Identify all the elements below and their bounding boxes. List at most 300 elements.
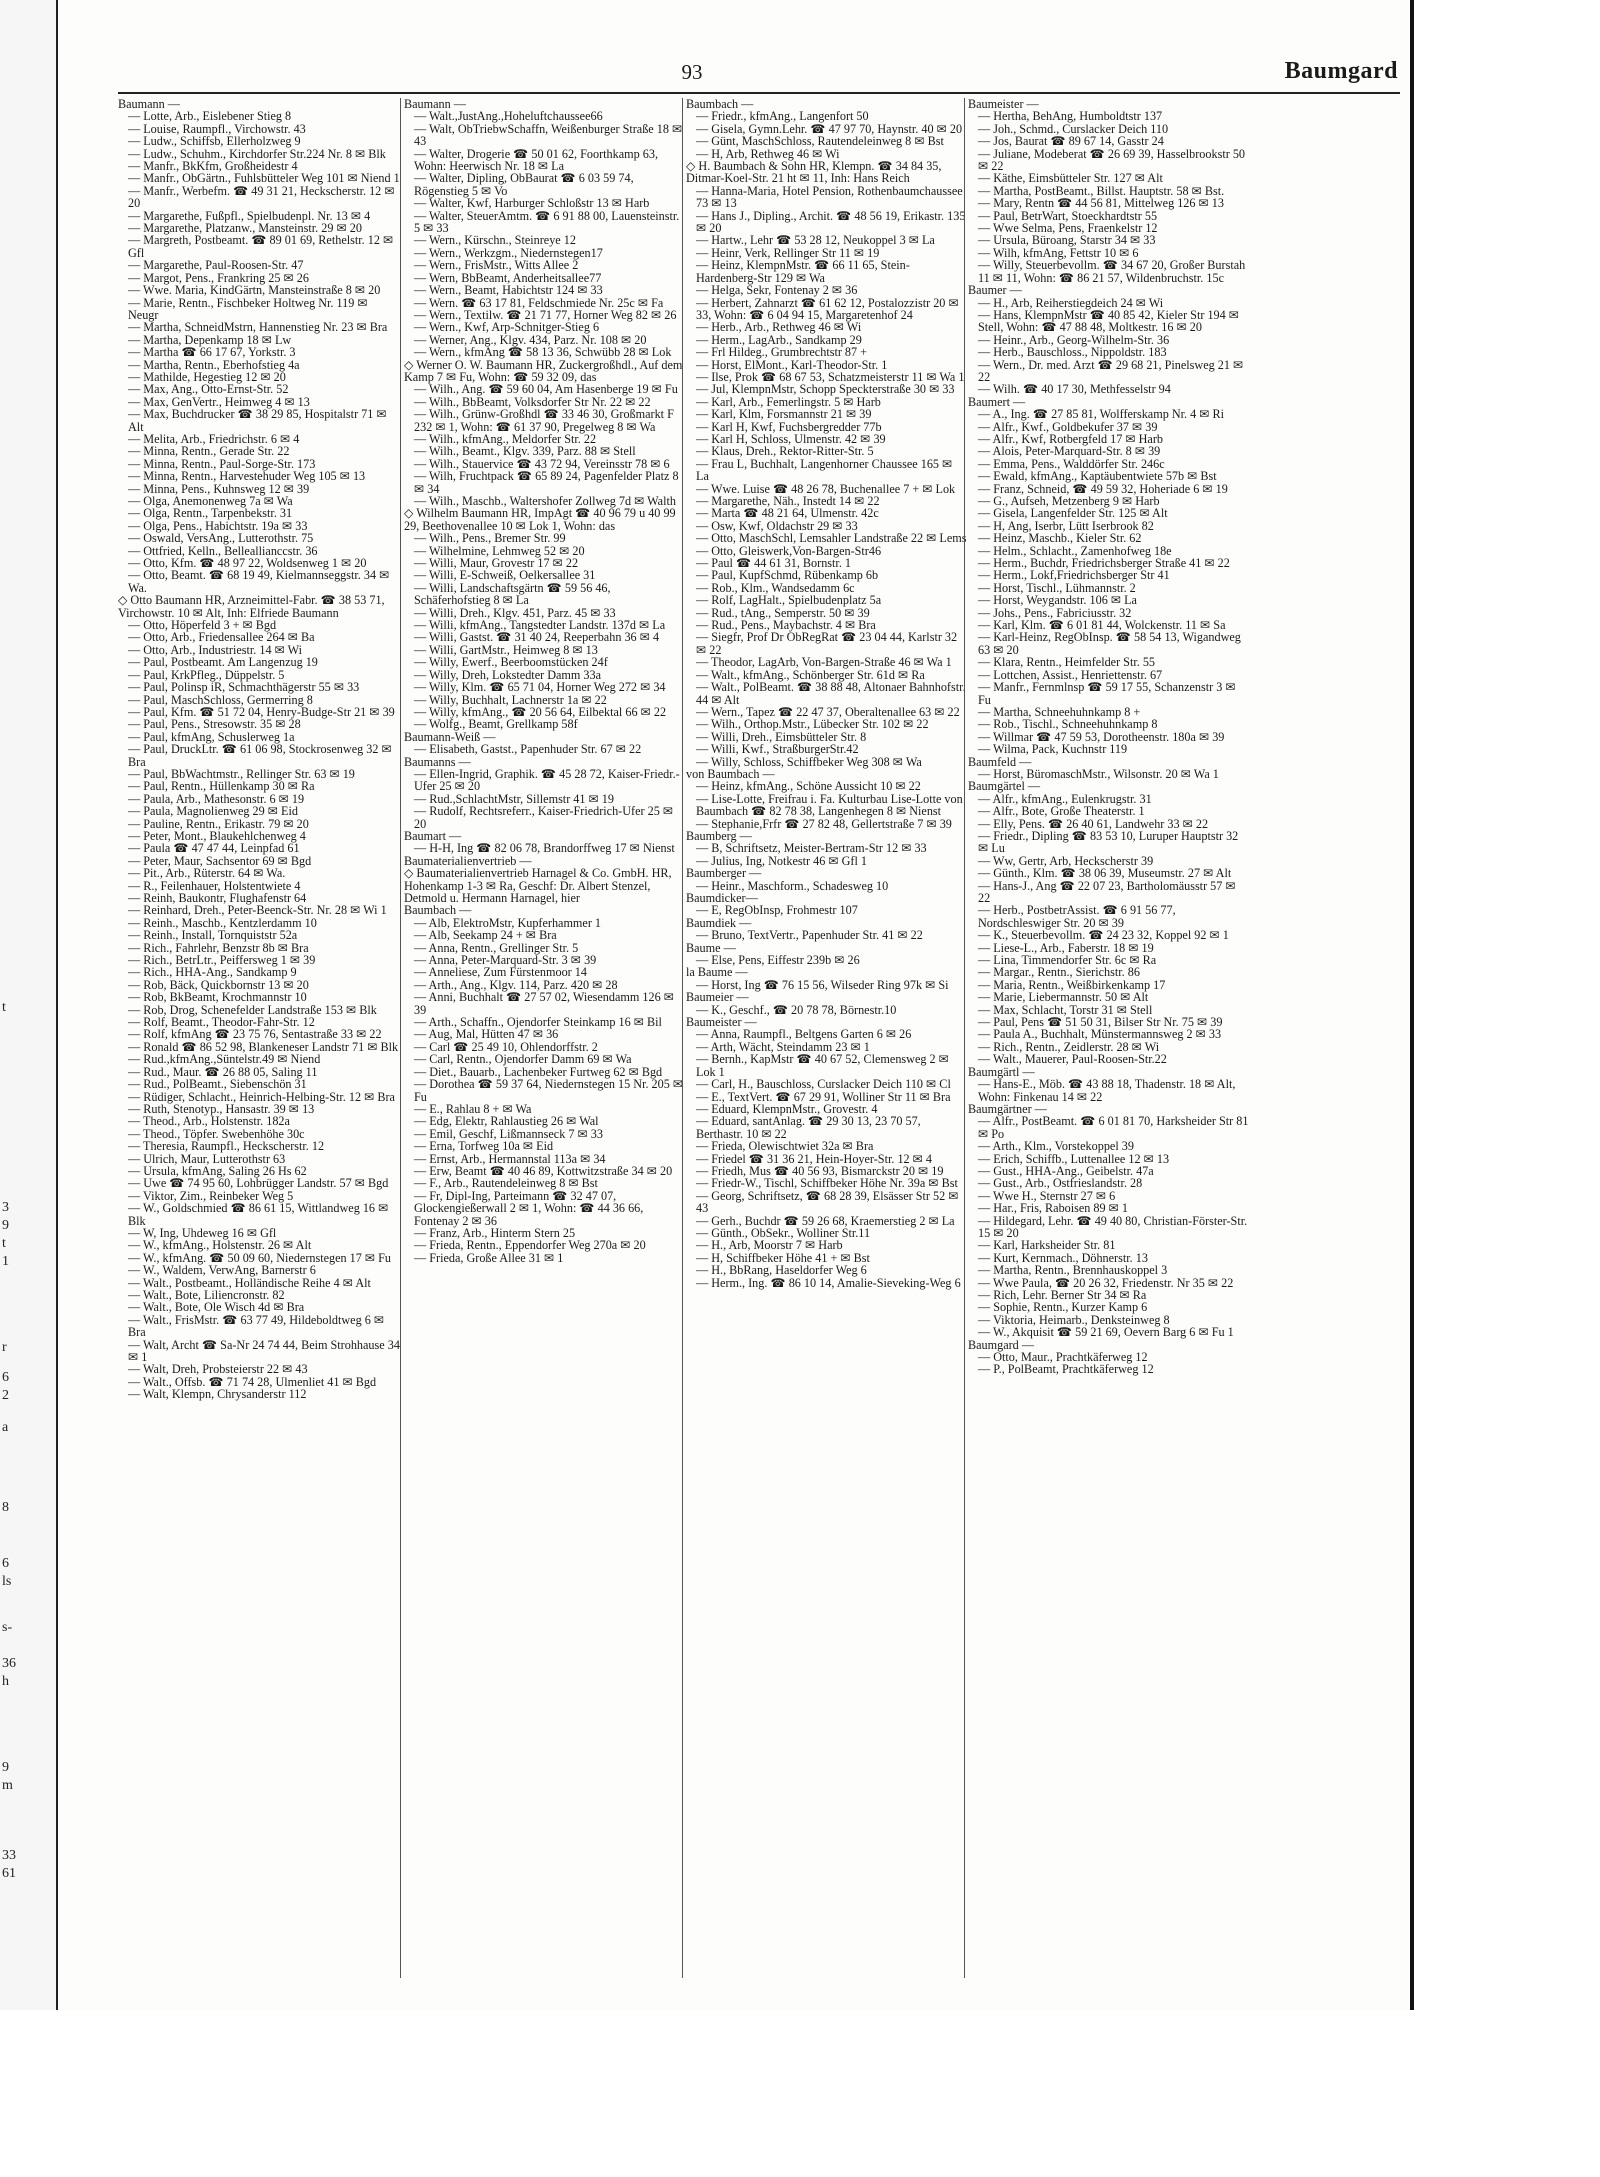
directory-entry: — Ursula, kfmAng, Saling 26 Hs 62 xyxy=(128,1163,307,1178)
directory-entry: — Wilh., Stauervice ☎ 43 72 94, Vereinsstr 78 ✉ 6 xyxy=(414,456,670,471)
directory-entry: — Margar., Rentn., Sierichstr. 86 xyxy=(978,965,1140,980)
directory-entry: Baumberg — xyxy=(686,828,752,843)
directory-entry: — Arth., Klm., Vorstekoppel 39 xyxy=(978,1139,1134,1154)
directory-entry: — Mary, Rentn ☎ 44 56 81, Mittelweg 126 ✉ 13 xyxy=(978,196,1224,211)
directory-entry: — Walt., Offsb. ☎ 71 74 28, Ulmenliet 41 ✉ Bgd xyxy=(128,1374,377,1389)
directory-entry: — Paul, KupfSchmd, Rübenkamp 6b xyxy=(696,568,879,583)
directory-entry: — Gisela, Gymn.Lehr. ☎ 47 97 70, Haynstr. 40 ✉ 20 xyxy=(696,121,963,136)
running-head: Baumgard xyxy=(1284,58,1398,84)
gutter-fragment: t xyxy=(2,1236,6,1251)
directory-entry: — Paul, DruckLtr. ☎ 61 06 98, Stockrosenweg 32 ✉ Bra xyxy=(128,742,392,769)
directory-entry: — Dorothea ☎ 59 37 64, Niedernstegen 15 Nr. 205 ✉ Fu xyxy=(414,1077,684,1104)
directory-entry: — Wilma, Pack, Kuchnstr 119 xyxy=(978,742,1128,757)
directory-entry: — Carl ☎ 25 49 10, Ohlendorffstr. 2 xyxy=(414,1039,598,1054)
directory-entry: — Walt, Archt ☎ Sa-Nr 24 74 44, Beim Strohhause 34 ✉ 1 xyxy=(128,1337,400,1365)
directory-entry: — Carl, Rentn., Ojendorfer Damm 69 ✉ Wa xyxy=(414,1052,632,1067)
directory-entry: — Friedr., kfmAng., Langenfort 50 xyxy=(696,109,869,124)
directory-entry: Baumdicker— xyxy=(686,891,758,905)
directory-entry: — H, Schiffbeker Höhe 41 + ✉ Bst xyxy=(696,1250,870,1265)
directory-entry: — Rud., PolBeamt., Siebenschön 31 xyxy=(128,1077,307,1092)
directory-entry: — Martha, PostBeamt., Billst. Hauptstr. 58 ✉ Bst. xyxy=(978,183,1225,198)
directory-entry: — Oswald, VersAng., Lutterothstr. 75 xyxy=(128,531,314,546)
directory-entry: — Walt, ObTriebwSchaffn, Weißenburger Straße 18 ✉ 43 xyxy=(414,121,683,149)
directory-entry: Baumann — xyxy=(404,98,466,111)
directory-entry: — Lise-Lotte, Freifrau i. Fa. Kulturbau Lise-Lotte von Baumbach ☎ 82 78 38, Langenhegen 8 ✉ Nienst xyxy=(696,791,963,819)
directory-entry: — Carl, H., Bauschloss, Curslacker Deich 110 ✉ Cl xyxy=(696,1077,951,1092)
directory-entry: — Willi, Kwf., StraßburgerStr.42 xyxy=(696,742,859,757)
directory-entry: — Klaus, Dreh., Rektor-Ritter-Str. 5 xyxy=(696,444,874,459)
directory-entry: — Liese-L., Arb., Faberstr. 18 ✉ 19 xyxy=(978,940,1154,955)
directory-entry: — Hartw., Lehr ☎ 53 28 12, Neukoppel 3 ✉ La xyxy=(696,233,935,248)
directory-entry: — Horst, BüromaschMstr., Wilsonstr. 20 ✉ Wa 1 xyxy=(978,766,1219,781)
directory-entry: — Wilh., kfmAng., Meldorfer Str. 22 xyxy=(414,431,597,446)
directory-entry: — Paul, BetrWart, Stoeckhardtstr 55 xyxy=(978,208,1158,223)
directory-entry: — Rud.,kfmAng.,Süntelstr.49 ✉ Niend xyxy=(128,1052,321,1067)
directory-entry: — Eduard, santAnlag. ☎ 29 30 13, 23 70 57, Berthastr. 10 ✉ 22 xyxy=(696,1114,921,1141)
directory-entry: — Karl, Klm. ☎ 6 01 81 44, Wolckenstr. 11 ✉ Sa xyxy=(978,618,1226,633)
directory-entry: — Emil, Geschf, Lißmannseck 7 ✉ 33 xyxy=(414,1126,603,1141)
directory-entry: — Ludw., Schiffsb, Ellerholzweg 9 xyxy=(128,134,301,149)
directory-entry: — Emma, Pens., Walddörfer Str. 246c xyxy=(978,456,1165,471)
directory-entry: — K., Steuerbevollm. ☎ 24 23 32, Koppel 92 ✉ 1 xyxy=(978,928,1229,943)
directory-entry: — H, Arb, Rethweg 46 ✉ Wi xyxy=(696,146,840,161)
gutter-fragment: r xyxy=(2,1340,7,1355)
directory-entry: — Margarethe, Näh., Instedt 14 ✉ 22 xyxy=(696,494,880,508)
directory-entry: — Willmar ☎ 47 59 53, Dorotheenstr. 180a ✉ 39 xyxy=(978,729,1225,744)
directory-entry: Baumeier — xyxy=(686,990,749,1005)
directory-entry: — A., Ing. ☎ 27 85 81, Wolfferskamp Nr. 4 ✉ Ri xyxy=(978,407,1225,422)
directory-entry: — Wwe H., Sternstr 27 ✉ 6 xyxy=(978,1188,1116,1203)
directory-entry: — Margarethe, Paul-Roosen-Str. 47 xyxy=(128,258,304,273)
directory-entry: Baumgard — xyxy=(968,1337,1035,1352)
directory-entry: — Rich, Lehr. Berner Str 34 ✉ Ra xyxy=(978,1288,1147,1302)
directory-entry: — Friedh, Mus ☎ 40 56 93, Bismarckstr 20 ✉ 19 xyxy=(696,1163,944,1178)
directory-entry: — Hans-J., Ang ☎ 22 07 23, Bartholomäusstr 57 ✉ 22 xyxy=(978,878,1236,905)
directory-entry: ◇ Otto Baumann HR, Arzneimittel-Fabr. ☎ 38 53 71, Virchowstr. 10 ✉ Alt, Inh: Elfriede Baumann xyxy=(118,593,385,620)
directory-entry: — Horst, ElMont., Karl-Theodor-Str. 1 xyxy=(696,357,888,372)
directory-entry: — Jos, Baurat ☎ 89 67 14, Gasstr 24 xyxy=(978,134,1164,149)
directory-entry: — Jul, KlempnMstr, Schopp Speckterstraße 30 ✉ 33 xyxy=(696,382,955,397)
directory-entry: — W., Goldschmied ☎ 86 61 15, Wittlandweg 16 ✉ Blk xyxy=(128,1201,389,1228)
directory-entry: — Paula ☎ 47 47 44, Leinpfad 61 xyxy=(128,841,300,856)
directory-entry: — Ursula, Büroang, Starstr 34 ✉ 33 xyxy=(978,233,1156,248)
directory-entry: — Willy, Ewerf., Beerboomstücken 24f xyxy=(414,655,608,670)
directory-entry: — Anna, Rentn., Grellinger Str. 5 xyxy=(414,940,579,955)
directory-entry: — Osw, Kwf, Oldachstr 29 ✉ 33 xyxy=(696,518,858,533)
directory-entry: — Willi, GartMstr., Heimweg 8 ✉ 13 xyxy=(414,642,598,657)
directory-entry: — Paul, kfmAng, Schuslerweg 1a xyxy=(128,729,295,744)
directory-entry: — Helm., Schlacht., Zamenhofweg 18e xyxy=(978,543,1172,558)
directory-entry: — Rob, BkBeamt, Krochmannstr 10 xyxy=(128,990,307,1005)
directory-entry: Baumbach — xyxy=(404,903,472,918)
directory-entry: — G., Aufseh, Metzenberg 9 ✉ Harb xyxy=(978,494,1160,508)
directory-entry: — Wern., Kürschn., Steinreye 12 xyxy=(414,233,576,248)
directory-entry: — Rudolf, Rechtsreferr., Kaiser-Friedrich-Ufer 25 ✉ 20 xyxy=(414,804,674,831)
directory-entry: — Rolf, Beamt., Theodor-Fahr-Str. 12 xyxy=(128,1015,315,1030)
directory-entry: — Anni, Buchhalt ☎ 27 57 02, Wiesendamm 126 ✉ 39 xyxy=(414,990,674,1017)
directory-entry: — Karl H, Schloss, Ulmenstr. 42 ✉ 39 xyxy=(696,431,886,446)
directory-entry: von Baumbach — xyxy=(686,766,775,781)
directory-entry: — Theodor, LagArb, Von-Bargen-Straße 46 ✉ Wa 1 xyxy=(696,655,952,670)
directory-entry: — Hertha, BehAng, Humboldtstr 137 xyxy=(978,109,1163,124)
directory-entry: — Otto, MaschSchl, Lemsahler Landstraße 22 ✉ Lems xyxy=(696,531,967,546)
directory-entry: — Alfr., Kwf., Goldbekufer 37 ✉ 39 xyxy=(978,419,1158,434)
directory-entry: — Heinr., Arb., Georg-Wilhelm-Str. 36 xyxy=(978,332,1170,347)
directory-entry: — Heinz, kfmAng., Schöne Aussicht 10 ✉ 22 xyxy=(696,779,921,794)
directory-entry: — Alfr., Bote, Große Theaterstr. 1 xyxy=(978,804,1145,819)
directory-entry: — Max, GenVertr., Heimweg 4 ✉ 13 xyxy=(128,394,310,409)
directory-entry: — Julius, Ing, Notkestr 46 ✉ Gfl 1 xyxy=(696,853,868,868)
directory-entry: — Marta ☎ 48 21 64, Ulmenstr. 42c xyxy=(696,506,879,521)
directory-entry: — Wilh., BbBeamt, Volksdorfer Str Nr. 22 ✉ 22 xyxy=(414,394,651,409)
directory-entry: — Olga, Anemonenweg 7a ✉ Wa xyxy=(128,494,293,508)
directory-entry: — Margreth, Postbeamt. ☎ 89 01 69, Rethelstr. 12 ✉ Gfl xyxy=(128,233,394,260)
directory-entry: — Ernst, Arb., Hermannstal 113a ✉ 34 xyxy=(414,1151,606,1166)
directory-entry: — Margarethe, Platzanw., Mansteinstr. 29 ✉ 20 xyxy=(128,221,362,236)
directory-entry: — Alb, ElektroMstr, Kupferhammer 1 xyxy=(414,915,602,930)
directory-entry: — Theod., Arb., Holstenstr. 182a xyxy=(128,1114,290,1129)
directory-entry: — Minna, Rentn., Harvestehuder Weg 105 ✉ 13 xyxy=(128,469,366,484)
directory-entry: — Martha, Depenkamp 18 ✉ Lw xyxy=(128,332,292,347)
directory-entry: — Otto, Höperfeld 3 + ✉ Bgd xyxy=(128,618,277,633)
directory-entry: ◇ Baumaterialienvertrieb Harnagel & Co. GmbH. HR, Hohenkamp 1-3 ✉ Ra, Geschf: Dr. Albert Stenzel, Detmold u. Hermann Harnagel, hier xyxy=(404,866,672,905)
directory-entry: — Walter, Dipling, ObBaurat ☎ 6 03 59 74, Rögenstieg 5 ✉ Vo xyxy=(414,171,634,198)
directory-entry: — Willy, Buchhalt, Lachnerstr 1a ✉ 22 xyxy=(414,692,607,707)
directory-entry: — Wilh., Grünw-Großhdl ☎ 33 46 30, Großmarkt F 232 ✉ 1, Wohn: ☎ 61 37 90, Pregelweg 8 ✉ Wa xyxy=(414,407,674,434)
column-2 xyxy=(400,98,686,1978)
directory-entry: — Rich., BetrLtr., Peiffersweg 1 ✉ 39 xyxy=(128,953,316,968)
directory-entry: — Walt., Mauerer, Paul-Roosen-Str.22 xyxy=(978,1052,1167,1067)
directory-entry: ◇ H. Baumbach & Sohn HR, Klempn. ☎ 34 84 35, Ditmar-Koel-Str. 21 ht ✉ 11, Inh: Hans Reich xyxy=(686,159,942,186)
directory-entry: — Walt., Bote, Ole Wisch 4d ✉ Bra xyxy=(128,1300,305,1315)
gutter-fragment: m xyxy=(2,1778,13,1793)
directory-entry: — Aug, Mal, Hütten 47 ✉ 36 xyxy=(414,1027,559,1042)
directory-entry: — Paula, Magnolienweg 29 ✉ Eid xyxy=(128,804,298,819)
directory-entry: ◇ Werner O. W. Baumann HR, Zuckergroßhdl., Auf dem Kamp 7 ✉ Fu, Wohn: ☎ 59 32 09, das xyxy=(404,357,683,384)
directory-entry: — Frieda, Rentn., Eppendorfer Weg 270a ✉ 20 xyxy=(414,1238,646,1253)
gutter-fragment: h xyxy=(2,1674,9,1689)
gutter-fragment: 61 xyxy=(2,1866,16,1881)
directory-entry: — Reinh., Maschb., Kentzlerdamm 10 xyxy=(128,915,317,930)
directory-entry: — Paula, Arb., Mathesonstr. 6 ✉ 19 xyxy=(128,791,305,806)
directory-entry: — Wern, BbBeamt, Anderheitsallee77 xyxy=(414,270,602,285)
directory-entry: — W, Ing, Uhdeweg 16 ✉ Gfl xyxy=(128,1225,277,1240)
directory-entry: — Anneliese, Zum Fürstenmoor 14 xyxy=(414,965,587,980)
directory-entry: — Frl Hildeg., Grumbrechtstr 87 + xyxy=(696,345,868,360)
directory-entry: — Herbert, Zahnarzt ☎ 61 62 12, Postalozzistr 20 ✉ 33, Wohn: ☎ 6 04 94 15, Margaretenhof 24 xyxy=(696,295,959,322)
gutter-fragment: 6 xyxy=(2,1370,9,1385)
directory-entry: — Else, Pens, Eiffestr 239b ✉ 26 xyxy=(696,953,860,968)
directory-entry: — Eduard, KlempnMstr., Grovestr. 4 xyxy=(696,1101,878,1116)
directory-entry: — Rolf, LagHalt., Spielbudenplatz 5a xyxy=(696,593,882,608)
directory-entry: — Max, Buchdrucker ☎ 38 29 85, Hospitalstr 71 ✉ Alt xyxy=(128,407,387,434)
directory-entry: — Horst, Tischl., Lühmannstr. 2 xyxy=(978,580,1136,595)
directory-entry: — Rich., Fahrlehr, Benzstr 8b ✉ Bra xyxy=(128,940,309,955)
directory-entry: ◇ Wilhelm Baumann HR, ImpAgt ☎ 40 96 79 u 40 99 29, Beethovenallee 10 ✉ Lok 1, Wohn: das xyxy=(404,506,676,533)
directory-entry: — Sophie, Rentn., Kurzer Kamp 6 xyxy=(978,1300,1148,1315)
directory-entry: Baumann — xyxy=(118,98,180,111)
directory-entry: — Käthe, Eimsbütteler Str. 127 ✉ Alt xyxy=(978,171,1163,186)
directory-entry: — Martha ☎ 66 17 67, Yorkstr. 3 xyxy=(128,345,296,360)
directory-entry: — E, RegObInsp, Frohmestr 107 xyxy=(696,903,858,918)
directory-entry: — Karl-Heinz, RegObInsp. ☎ 58 54 13, Wigandweg 63 ✉ 20 xyxy=(978,630,1241,657)
directory-entry: — Walt., Postbeamt., Holländische Reihe 4 ✉ Alt xyxy=(128,1275,371,1290)
directory-entry: — H., Arb, Moorstr 7 ✉ Harb xyxy=(696,1238,843,1253)
gutter-fragment: a xyxy=(2,1420,9,1435)
directory-entry: — Siegfr, Prof Dr ObRegRat ☎ 23 04 44, Karlstr 32 ✉ 22 xyxy=(696,630,958,657)
directory-entry: — Martha, Schneehuhnkamp 8 + xyxy=(978,704,1141,719)
directory-entry: — Stephanie,Frfr ☎ 27 82 48, Gellertstraße 7 ✉ 39 xyxy=(696,816,952,831)
columns xyxy=(118,98,1400,1978)
directory-entry: — Max, Schlacht, Torstr 31 ✉ Stell xyxy=(978,1002,1153,1017)
directory-entry: — Alfr., kfmAng., Eulenkrugstr. 31 xyxy=(978,791,1152,806)
directory-entry: — Friedr-W., Tischl, Schiffbeker Höhe Nr. 39a ✉ Bst xyxy=(696,1176,958,1191)
directory-entry: — Heinr, Verk, Rellinger Str 11 ✉ 19 xyxy=(696,245,880,260)
directory-entry: — Reinh., Install, Tornquiststr 52a xyxy=(128,928,298,943)
previous-page-edge xyxy=(0,0,58,2010)
directory-entry: — Theresia, Raumpfl., Heckscherstr. 12 xyxy=(128,1139,325,1154)
directory-entry: — Walter, SteuerAmtm. ☎ 6 91 88 00, Lauensteinstr. 5 ✉ 33 xyxy=(414,208,680,236)
directory-entry: — Frieda, Große Allee 31 ✉ 1 xyxy=(414,1250,564,1265)
directory-entry: — Walt, Dreh, Probsteierstr 22 ✉ 43 xyxy=(128,1362,308,1377)
directory-entry: — Paul, Polinsp iR, Schmachthägerstr 55 ✉ 33 xyxy=(128,680,360,695)
directory-entry: — Arth, Wächt, Steindamm 23 ✉ 1 xyxy=(696,1039,870,1054)
directory-entry: — Franz, Arb., Hinterm Stern 25 xyxy=(414,1225,576,1240)
directory-entry: Baumann-Weiß — xyxy=(404,729,496,744)
directory-entry: — Otto, Maur., Prachtkäferweg 12 xyxy=(978,1350,1148,1365)
directory-entry: — Wilh., Beamt., Klgv. 339, Parz. 88 ✉ Stell xyxy=(414,444,636,459)
directory-entry: — H., BbRang, Haseldorfer Weg 6 xyxy=(696,1263,867,1278)
directory-entry: — Alois, Peter-Marquard-Str. 8 ✉ 39 xyxy=(978,444,1161,459)
directory-entry: — Helga, Sekr, Fontenay 2 ✉ 36 xyxy=(696,283,858,298)
directory-entry: Baumart — xyxy=(404,828,462,843)
directory-entry: — Werner, Ang., Klgv. 434, Parz. Nr. 108 ✉ 20 xyxy=(414,332,647,347)
directory-entry: — Herm., Buchdr, Friedrichsberger Straße 41 ✉ 22 xyxy=(978,556,1230,571)
directory-page xyxy=(58,0,1410,2010)
directory-entry: — Walt.,JustAng.,Hoheluftchaussee66 xyxy=(414,109,603,124)
directory-entry: — E., Rahlau 8 + ✉ Wa xyxy=(414,1101,532,1116)
directory-entry: — Otto, Gleiswerk,Von-Bargen-Str46 xyxy=(696,543,882,558)
directory-entry: — Paul ☎ 44 61 31, Bornstr. 1 xyxy=(696,556,852,571)
directory-entry: — Georg, Schriftsetz, ☎ 68 28 39, Elsässer Str 52 ✉ 43 xyxy=(696,1188,959,1216)
directory-entry: — Wern., Tapez ☎ 22 47 37, Oberaltenallee 63 ✉ 22 xyxy=(696,704,960,719)
directory-entry: — P., PolBeamt, Prachtkäferweg 12 xyxy=(978,1362,1154,1377)
directory-entry: — Walt., PolBeamt. ☎ 38 88 48, Altonaer Bahnhofstr. 44 ✉ Alt xyxy=(696,680,966,707)
directory-entry: — Frieda, Olewischtwiet 32a ✉ Bra xyxy=(696,1139,874,1154)
directory-entry: — Günth., Klm. ☎ 38 06 39, Museumstr. 27 ✉ Alt xyxy=(978,866,1232,881)
directory-entry: — Walter, Kwf, Harburger Schloßstr 13 ✉ Harb xyxy=(414,196,650,211)
directory-entry: — Louise, Raumpfl., Virchowstr. 43 xyxy=(128,121,306,136)
directory-entry: — Manfr., Werbefm. ☎ 49 31 21, Heckscherstr. 12 ✉ 20 xyxy=(128,183,395,211)
directory-entry: — Wern., Kwf, Arp-Schnitger-Stieg 6 xyxy=(414,320,600,335)
directory-entry: — Arth., Ang., Klgv. 114, Parz. 420 ✉ 28 xyxy=(414,977,618,992)
directory-entry: — Peter, Mont., Blaukehlchenweg 4 xyxy=(128,828,306,843)
directory-entry: — Manfr., ObGärtn., Fuhlsbütteler Weg 101 ✉ Niend 1 xyxy=(128,171,400,186)
directory-entry: — W., kfmAng., Holstenstr. 26 ✉ Alt xyxy=(128,1238,312,1253)
gutter-fragment: 33 xyxy=(2,1848,16,1863)
directory-entry: Baumer — xyxy=(968,283,1022,298)
directory-entry: — Günt, MaschSchloss, Rautendeleinweg 8 ✉ Bst xyxy=(696,134,944,149)
directory-entry: — Karl, Klm, Forsmannstr 21 ✉ 39 xyxy=(696,407,872,422)
directory-entry: — Gerh., Buchdr ☎ 59 26 68, Kraemerstieg 2 ✉ La xyxy=(696,1213,955,1228)
directory-entry: — Olga, Rentn., Tarpenbekstr. 31 xyxy=(128,506,293,521)
directory-entry: — Hans, KlempnMstr ☎ 40 85 42, Kieler Str 194 ✉ Stell, Wohn: ☎ 47 88 48, Moltkestr. 16 ✉ 20 xyxy=(978,307,1239,335)
directory-entry: Baumaterialienvertrieb — xyxy=(404,853,532,868)
directory-entry: — Günth., ObSekr., Wolliner Str.11 xyxy=(696,1225,871,1240)
directory-entry: — Pit., Arb., Rüterstr. 64 ✉ Wa. xyxy=(128,866,286,881)
directory-entry: — Walt, Klempn, Chrysanderstr 112 xyxy=(128,1387,307,1402)
directory-entry: — Wern., Dr. med. Arzt ☎ 29 68 21, Pinelsweg 21 ✉ 22 xyxy=(978,357,1244,384)
column-4 xyxy=(964,98,1250,1978)
directory-entry: — Wilh., Orthop.Mstr., Lübecker Str. 102 ✉ 22 xyxy=(696,717,929,732)
directory-entry: — Walt., Bote, Liliencronstr. 82 xyxy=(128,1288,285,1302)
directory-entry: — Paul, Rentn., Hüllenkamp 30 ✉ Ra xyxy=(128,779,315,794)
directory-entry: — Wilh, Fruchtpack ☎ 65 89 24, Pagenfelder Platz 8 ✉ 34 xyxy=(414,469,679,496)
directory-entry: — Alfr., PostBeamt. ☎ 6 01 81 70, Harksheider Str 81 ✉ Po xyxy=(978,1114,1249,1141)
directory-entry: — Marie, Liebermannstr. 50 ✉ Alt xyxy=(978,990,1149,1005)
directory-entry: — Paul, BbWachtmstr., Rellinger Str. 63 ✉ 19 xyxy=(128,766,355,781)
directory-entry: — Gust., Arb., Ostfrieslandstr. 28 xyxy=(978,1176,1143,1191)
directory-entry: — Karl, Harksheider Str. 81 xyxy=(978,1238,1116,1253)
directory-entry: — Rüdiger, Schlacht., Heinrich-Helbing-Str. 12 ✉ Bra xyxy=(128,1089,395,1104)
directory-entry: — Viktoria, Heimarb., Denksteinweg 8 xyxy=(978,1312,1170,1327)
directory-entry: — Horst, Weygandstr. 106 ✉ La xyxy=(978,593,1137,608)
directory-entry: — Wilh., Ang. ☎ 59 60 04, Am Hasenberge 19 ✉ Fu xyxy=(414,382,678,397)
directory-entry: — Wern., Werkzgm., Niedernstegen17 xyxy=(414,245,603,260)
directory-entry: — Wwe Selma, Pens, Fraenkelstr 12 xyxy=(978,221,1158,236)
directory-entry: — Walter, Drogerie ☎ 50 01 62, Foorthkamp 63, Wohn: Heerwisch Nr. 18 ✉ La xyxy=(414,146,658,174)
directory-entry: — Fr, Dipl-Ing, Parteimann ☎ 32 47 07, Glockengießerwall 2 ✉ 1, Wohn: ☎ 44 36 66, Fontenay 2 ✉ 36 xyxy=(414,1188,644,1228)
directory-entry: — Margot, Pens., Frankring 25 ✉ 26 xyxy=(128,270,309,285)
directory-entry: — Herm., LagArb., Sandkamp 29 xyxy=(696,332,862,347)
directory-entry: — Herm., Ing. ☎ 86 10 14, Amalie-Sieveking-Weg 6 xyxy=(696,1275,961,1290)
directory-entry: — Erich, Schiffb., Luttenallee 12 ✉ 13 xyxy=(978,1151,1170,1166)
directory-entry: — Minna, Rentn., Gerade Str. 22 xyxy=(128,444,290,459)
directory-entry: — Uwe ☎ 74 95 60, Lohbrügger Landstr. 57 ✉ Bgd xyxy=(128,1176,389,1191)
directory-entry: — Karl H, Kwf, Fuchsbergredder 77b xyxy=(696,419,882,434)
directory-entry: — Reinhard, Dreh., Peter-Beenck-Str. Nr. 28 ✉ Wi 1 xyxy=(128,903,387,918)
directory-entry: — Martha, Rentn., Eberhofstieg 4a xyxy=(128,357,300,372)
directory-entry: — Wern., Beamt, Habichtstr 124 ✉ 33 xyxy=(414,283,603,298)
page-edge xyxy=(1410,0,1414,2010)
directory-entry: — Mathilde, Hegestieg 12 ✉ 20 xyxy=(128,369,286,384)
directory-entry: — Wilh. ☎ 40 17 30, Methfesselstr 94 xyxy=(978,382,1171,397)
gutter-fragment: 9 xyxy=(2,1760,9,1775)
directory-entry: Baumgärtel — xyxy=(968,779,1041,794)
directory-entry: — Viktor, Zim., Reinbeker Weg 5 xyxy=(128,1188,294,1203)
directory-entry: — W., Waldem, VerwAng, Barnerstr 6 xyxy=(128,1263,316,1278)
directory-entry: — Anna, Peter-Marquard-Str. 3 ✉ 39 xyxy=(414,953,597,968)
directory-entry: — Lina, Timmendorfer Str. 6c ✉ Ra xyxy=(978,953,1157,968)
directory-entry: — Martha, SchneidMstrn, Hannenstieg Nr. 23 ✉ Bra xyxy=(128,320,388,335)
directory-entry: — Herb., PostbetrAssist. ☎ 6 91 56 77, Nordschleswiger Str. 20 ✉ 39 xyxy=(978,903,1176,930)
directory-entry: — Paul, MaschSchloss, Germerring 8 xyxy=(128,692,313,707)
directory-entry: — Wilh., Maschb., Waltershofer Zollweg 7d ✉ Walth xyxy=(414,494,676,508)
directory-entry: Baumberger — xyxy=(686,866,762,881)
directory-entry: — Wern., FrisMstr., Witts Allee 2 xyxy=(414,258,579,273)
directory-entry: — Wilhelmine, Lehmweg 52 ✉ 20 xyxy=(414,543,585,558)
directory-entry: — Karl, Arb., Femerlingstr. 5 ✉ Harb xyxy=(696,394,881,409)
header-rule xyxy=(118,92,1400,94)
gutter-fragment: ls xyxy=(2,1574,12,1589)
gutter-fragment: 3 xyxy=(2,1200,9,1215)
directory-entry: — R., Feilenhauer, Holstentwiete 4 xyxy=(128,878,301,893)
directory-entry: — Pauline, Rentn., Erikastr. 79 ✉ 20 xyxy=(128,816,309,831)
directory-entry: — Edg, Elektr, Rahlaustieg 26 ✉ Wal xyxy=(414,1114,599,1129)
directory-entry: — Arth., Schaffn., Ojendorfer Steinkamp 16 ✉ Bil xyxy=(414,1015,662,1030)
directory-entry: — Juliane, Modeberat ☎ 26 69 39, Hasselbrookstr 50 ✉ 22 xyxy=(978,146,1246,174)
directory-entry: — Wern., Textilw. ☎ 21 71 77, Horner Weg 82 ✉ 26 xyxy=(414,307,677,322)
directory-entry: Baumert — xyxy=(968,394,1026,409)
directory-entry: Baumdiek — xyxy=(686,915,752,930)
directory-entry: — Wwe. Maria, KindGärtn, Mansteinstraße 8 ✉ 20 xyxy=(128,283,381,298)
directory-entry: — Rud.,SchlachtMstr, Sillemstr 41 ✉ 19 xyxy=(414,791,614,806)
directory-entry: — Herm., Lokf,Friedrichsberger Str 41 xyxy=(978,568,1170,583)
directory-entry: — Ulrich, Maur, Lutterothstr 63 xyxy=(128,1151,286,1166)
directory-entry: — W., kfmAng. ☎ 50 09 60, Niedernstegen 17 ✉ Fu xyxy=(128,1250,392,1265)
gutter-fragment: 6 xyxy=(2,1556,9,1571)
directory-entry: — Willi, Dreh., Eimsbütteler Str. 8 xyxy=(696,729,867,744)
directory-entry: — Rob, Bäck, Quickbornstr 13 ✉ 20 xyxy=(128,977,309,992)
directory-entry: — Melita, Arb., Friedrichstr. 6 ✉ 4 xyxy=(128,431,300,446)
directory-entry: — Willi, Maur, Grovestr 17 ✉ 22 xyxy=(414,556,579,571)
directory-entry: — Heinz, KlempnMstr. ☎ 66 11 65, Stein-Hardenberg-Str 129 ✉ Wa xyxy=(696,258,910,285)
directory-entry: — Peter, Maur, Sachsentor 69 ✉ Bgd xyxy=(128,853,312,868)
directory-entry: — Herb., Arb., Rethweg 46 ✉ Wi xyxy=(696,320,862,335)
gutter-fragment: 9 xyxy=(2,1218,9,1233)
column-1 xyxy=(118,98,400,1978)
directory-entry: — Martha, Rentn., Brennhauskoppel 3 xyxy=(978,1263,1168,1278)
directory-entry: — Ewald, kfmAng., Kaptäubentwiete 57b ✉ Bst xyxy=(978,469,1217,484)
directory-entry: — Kurt, Kernmach., Döhnerstr. 13 xyxy=(978,1250,1148,1265)
directory-entry: — Rud., Maur. ☎ 26 88 05, Saling 11 xyxy=(128,1064,318,1079)
directory-entry: — Paul, Kfm. ☎ 51 72 04, Henry-Budge-Str 21 ✉ 39 xyxy=(128,704,395,719)
directory-entry: — Herb., Bauschloss., Nippoldstr. 183 xyxy=(978,345,1167,360)
directory-entry: — Anna, Raumpfl., Beltgens Garten 6 ✉ 26 xyxy=(696,1027,912,1042)
directory-entry: — Horst, Ing ☎ 76 15 56, Wilseder Ring 97k ✉ Si xyxy=(696,977,949,992)
directory-entry: — Diet., Bauarb., Lachenbeker Furtweg 62 ✉ Bgd xyxy=(414,1064,663,1079)
directory-entry: — Lottchen, Assist., Henriettenstr. 67 xyxy=(978,667,1163,682)
directory-entry: — Willy, kfmAng., ☎ 20 56 64, Eilbektal 66 ✉ 22 xyxy=(414,704,667,719)
directory-entry: Baumbach — xyxy=(686,98,754,111)
directory-entry: — Wwe. Luise ☎ 48 26 78, Buchenallee 7 + ✉ Lok xyxy=(696,481,956,496)
directory-entry: — Alb, Seekamp 24 + ✉ Bra xyxy=(414,928,557,943)
directory-entry: — Manfr., BkKfm, Großheidestr 4 xyxy=(128,159,298,174)
directory-entry: — H, Ang, Iserbr, Lütt Iserbrook 82 xyxy=(978,518,1154,533)
directory-entry: — H-H, Ing ☎ 82 06 78, Brandorffweg 17 ✉ Nienst xyxy=(414,841,675,856)
directory-entry: — Reinh, Baukontr, Flughafenstr 64 xyxy=(128,891,307,905)
directory-entry: — Wern. ☎ 63 17 81, Feldschmiede Nr. 25c ✉ Fa xyxy=(414,295,664,310)
directory-entry: — Paul, Pens., Stresowstr. 35 ✉ 28 xyxy=(128,717,301,732)
directory-entry: Baumanns — xyxy=(404,754,471,769)
directory-entry: — Willi, Dreh., Klgv. 451, Parz. 45 ✉ 33 xyxy=(414,605,616,620)
directory-entry: — Max, Ang., Otto-Ernst-Str. 52 xyxy=(128,382,289,397)
directory-entry: — Willy, Klm. ☎ 65 71 04, Horner Weg 272 ✉ 34 xyxy=(414,680,666,695)
directory-entry: — W., Akquisit ☎ 59 21 69, Oevern Barg 6 ✉ Fu 1 xyxy=(978,1325,1234,1340)
directory-entry: — Rolf, kfmAng ☎ 23 75 76, Sentastraße 33 ✉ 22 xyxy=(128,1027,382,1042)
gutter-fragment: t xyxy=(2,1000,6,1015)
directory-entry: — Otto, Beamt. ☎ 68 19 49, Kielmannseggstr. 34 ✉ Wa. xyxy=(128,568,390,595)
directory-entry: — Willi, Landschaftsgärtn ☎ 59 56 46, Schäferhofstieg 8 ✉ La xyxy=(414,580,611,608)
directory-entry: — Rob., Tischl., Schneehuhnkamp 8 xyxy=(978,717,1158,732)
directory-entry: — Manfr., Fernmlnsp ☎ 59 17 55, Schanzenstr 3 ✉ Fu xyxy=(978,680,1236,707)
directory-entry: Baumeister — xyxy=(686,1015,757,1030)
directory-entry: — Hans J., Dipling., Archit. ☎ 48 56 19, Erikastr. 135 ✉ 20 xyxy=(696,208,966,236)
directory-entry: — Willy, Schloss, Schiffbeker Weg 308 ✉ Wa xyxy=(696,754,922,769)
gutter-fragment: 36 xyxy=(2,1656,16,1671)
gutter-fragment: 8 xyxy=(2,1500,9,1515)
directory-entry: — B, Schriftsetz, Meister-Bertram-Str 12 ✉ 33 xyxy=(696,841,927,856)
